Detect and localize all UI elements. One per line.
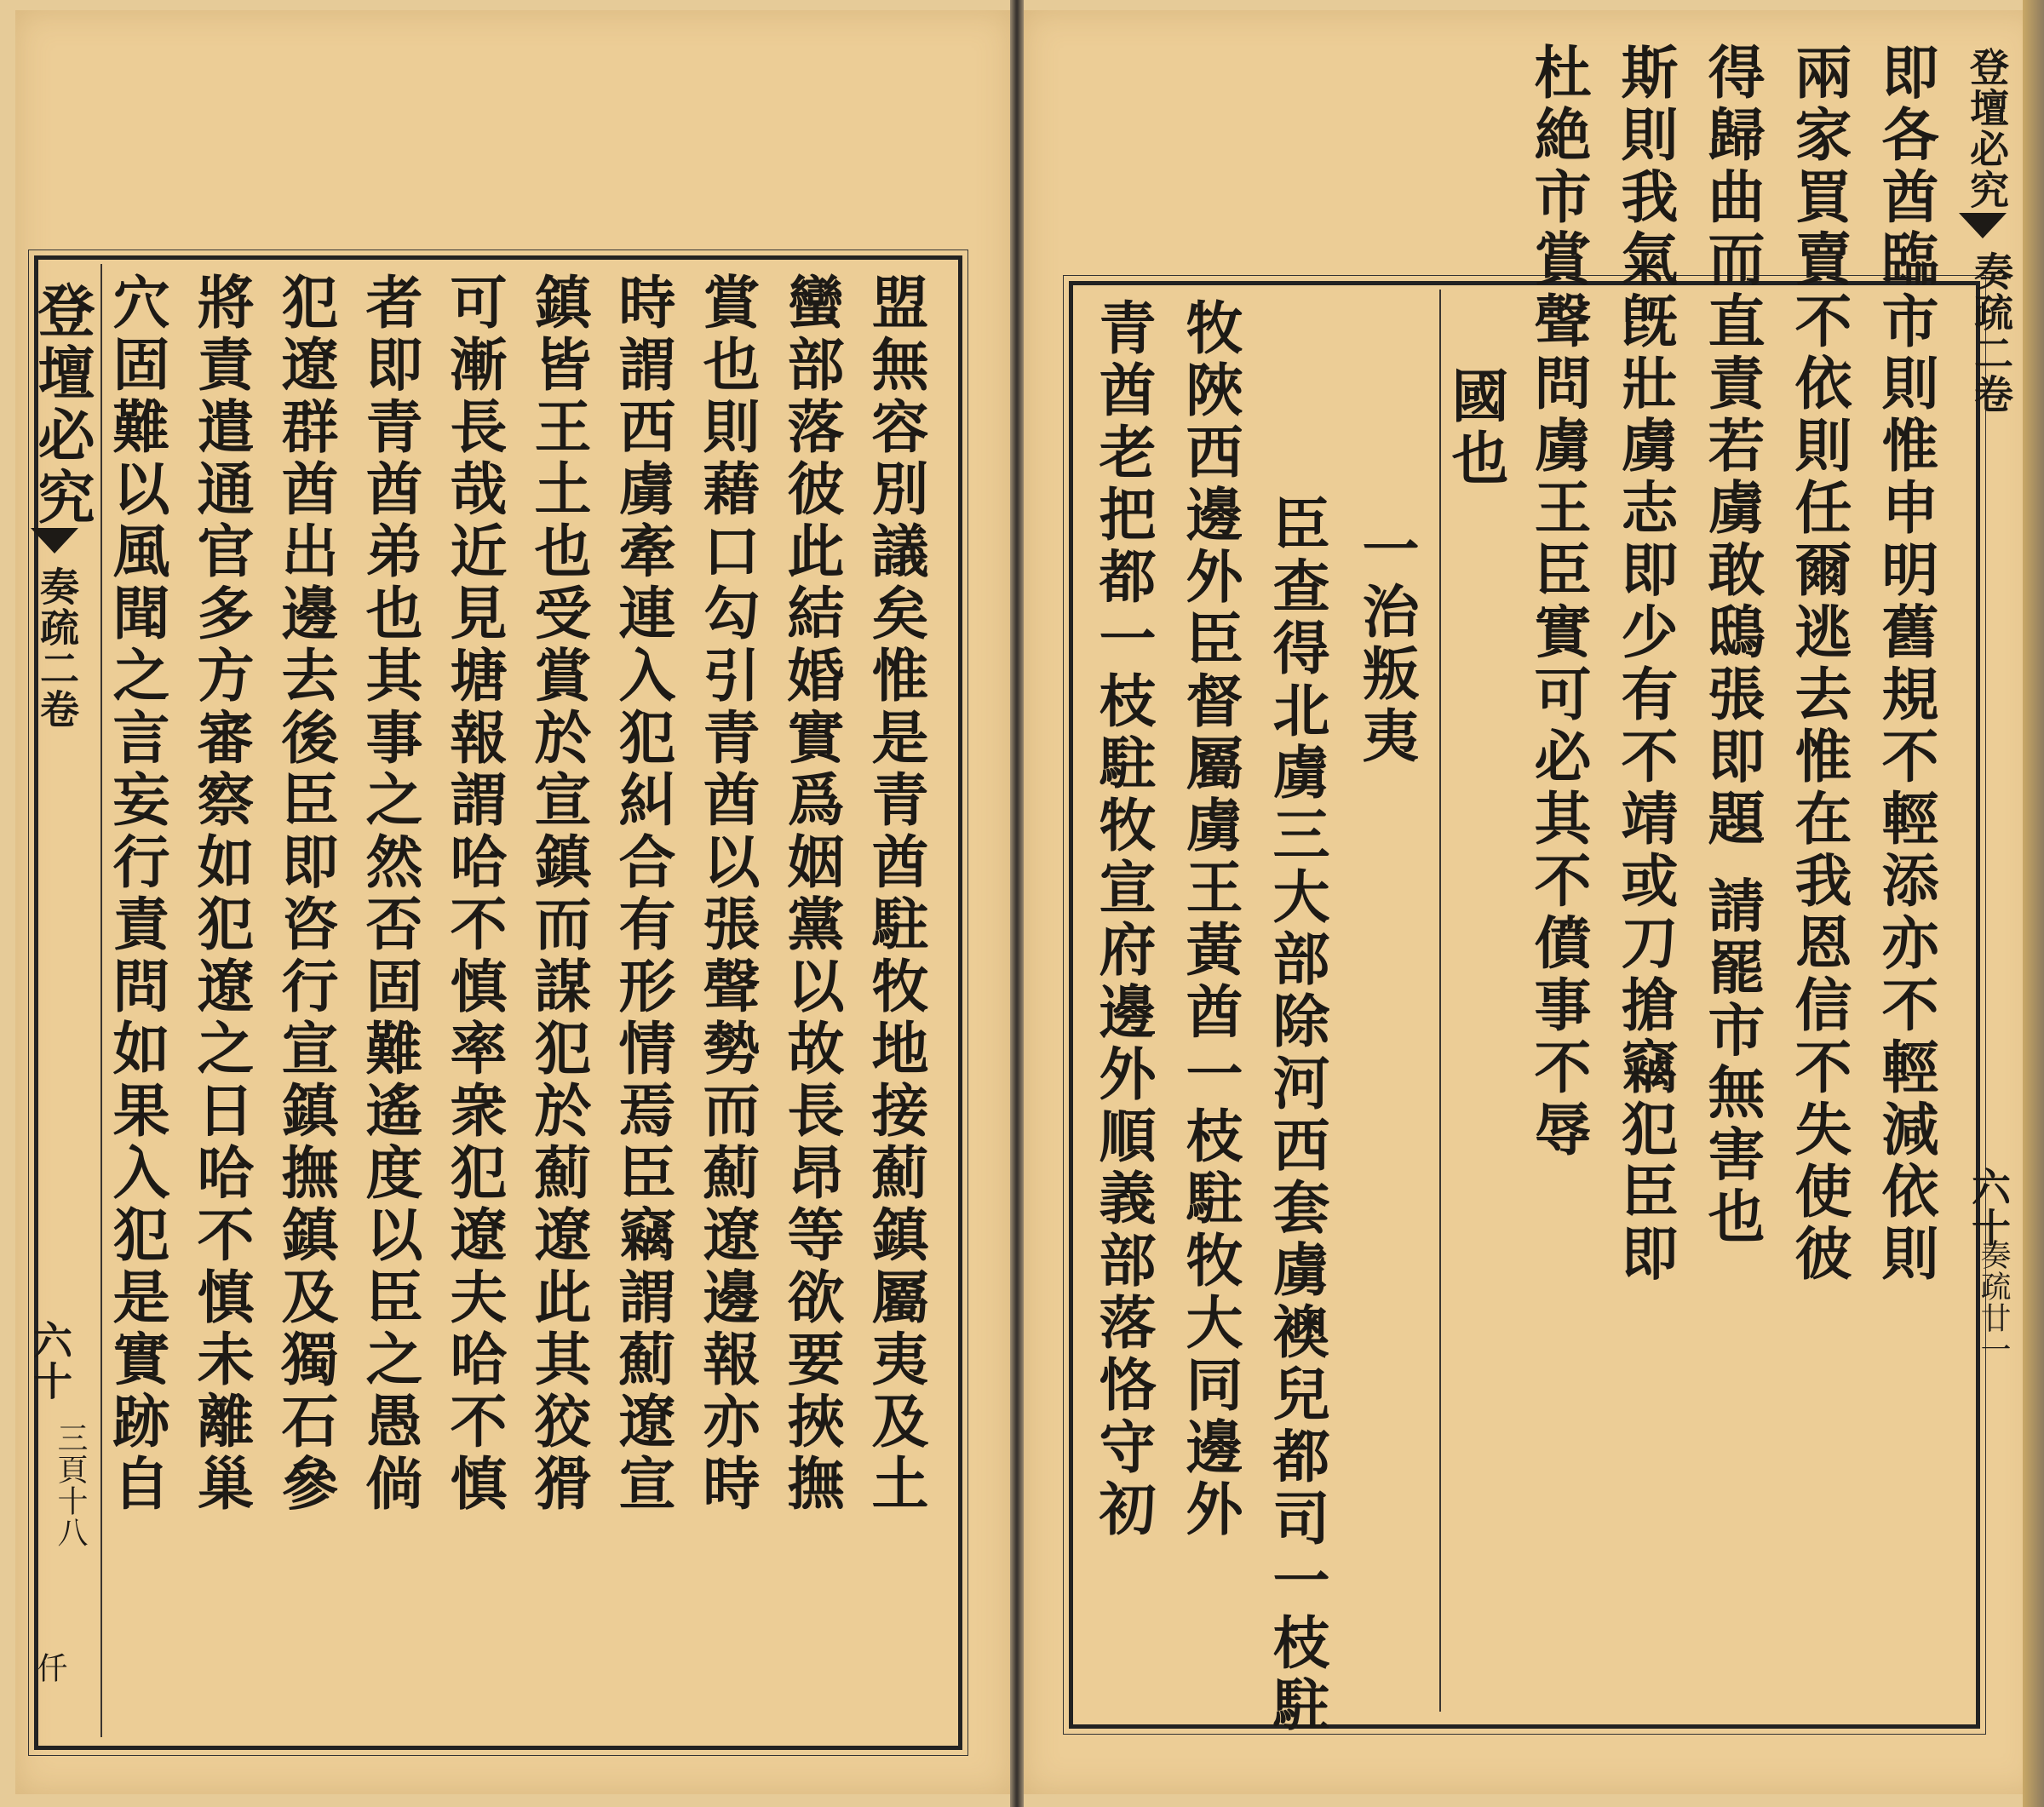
right-column-8: 臣查得北虜三大部除河西套虜襖兒都司一枝駐 <box>1264 494 1331 1737</box>
fishtail-mark <box>1959 213 2007 238</box>
right-column-7: 一治叛夷 <box>1353 519 1421 768</box>
left-column-10: 穴固難以風聞之言妄行責問如果入犯是實跡自 <box>104 272 171 1516</box>
right-column-5: 杜絶市賞聲問虜王臣實可必其不僨事不辱 <box>1525 43 1593 1162</box>
left-margin-title: 登壇必究 <box>29 281 96 530</box>
left-column-4: 時謂西虜牽連入犯糾合有形情焉臣竊謂薊遼宣 <box>610 272 677 1516</box>
column-rule <box>1439 290 1441 1712</box>
left-column-7: 者即青酋弟也其事之然否固難遙度以臣之愚倘 <box>357 272 424 1516</box>
right-column-1: 即各酋臨市則惟申明舊規不輕添亦不輕減依則 <box>1873 43 1940 1286</box>
left-column-3: 賞也則藉口勾引青酋以張聲勢而薊遼邊報亦時 <box>694 272 761 1516</box>
left-margin-folio: 六十 <box>27 1320 73 1402</box>
right-column-3: 得歸曲而直責若虜敢鴟張即題 請罷市無害也 <box>1699 43 1766 1249</box>
left-column-2: 蠻部落彼此結婚實爲姻黨以故長昂等欲要挾撫 <box>778 272 846 1516</box>
right-margin-folio: 六十 <box>1966 1167 2012 1248</box>
left-column-8: 犯遼群酋出邊去後臣即咨行宣鎮撫鎮及獨石參 <box>273 272 340 1516</box>
left-margin-folio-sub: 三頁十八 <box>53 1422 88 1548</box>
left-column-9: 將責遣通官多方審察如犯遼之日哈不慎未離巢 <box>188 272 256 1516</box>
right-column-4: 斯則我氣旣壯虜志即少有不靖或刀搶竊犯臣即 <box>1612 43 1679 1286</box>
left-margin-volume: 奏疏二卷 <box>34 566 80 730</box>
column-rule <box>100 264 102 1737</box>
left-column-5: 鎮皆王土也受賞於宣鎮而謀犯於薊遼此其狡猾 <box>525 272 593 1516</box>
right-column-10: 青酋老把都一枝駐牧宣府邊外順義部落恪守初 <box>1090 298 1157 1541</box>
right-margin-title: 登壇必究 <box>1964 47 2010 210</box>
book-gutter <box>1010 0 1024 1807</box>
right-column-2: 兩家買賣不依則任爾逃去惟在我恩信不失使彼 <box>1786 43 1853 1286</box>
right-margin-folio-sub: 奏疏廿一 <box>1976 1239 2011 1365</box>
right-column-9: 牧陜西邊外臣督屬虜王黃酋一枝駐牧大同邊外 <box>1177 298 1244 1541</box>
left-margin-mark: 仟 <box>32 1652 67 1684</box>
fishtail-mark <box>31 528 78 554</box>
page-edge <box>2023 0 2044 1807</box>
left-column-6: 可漸長哉近見塘報謂哈不慎率衆犯遼夫哈不慎 <box>441 272 508 1516</box>
right-margin-volume: 奏疏二卷 <box>1968 251 2014 415</box>
right-column-6: 國也 <box>1443 366 1510 490</box>
left-column-1: 盟無容別議矣惟是青酋駐牧地接薊鎮屬夷及土 <box>863 272 930 1516</box>
